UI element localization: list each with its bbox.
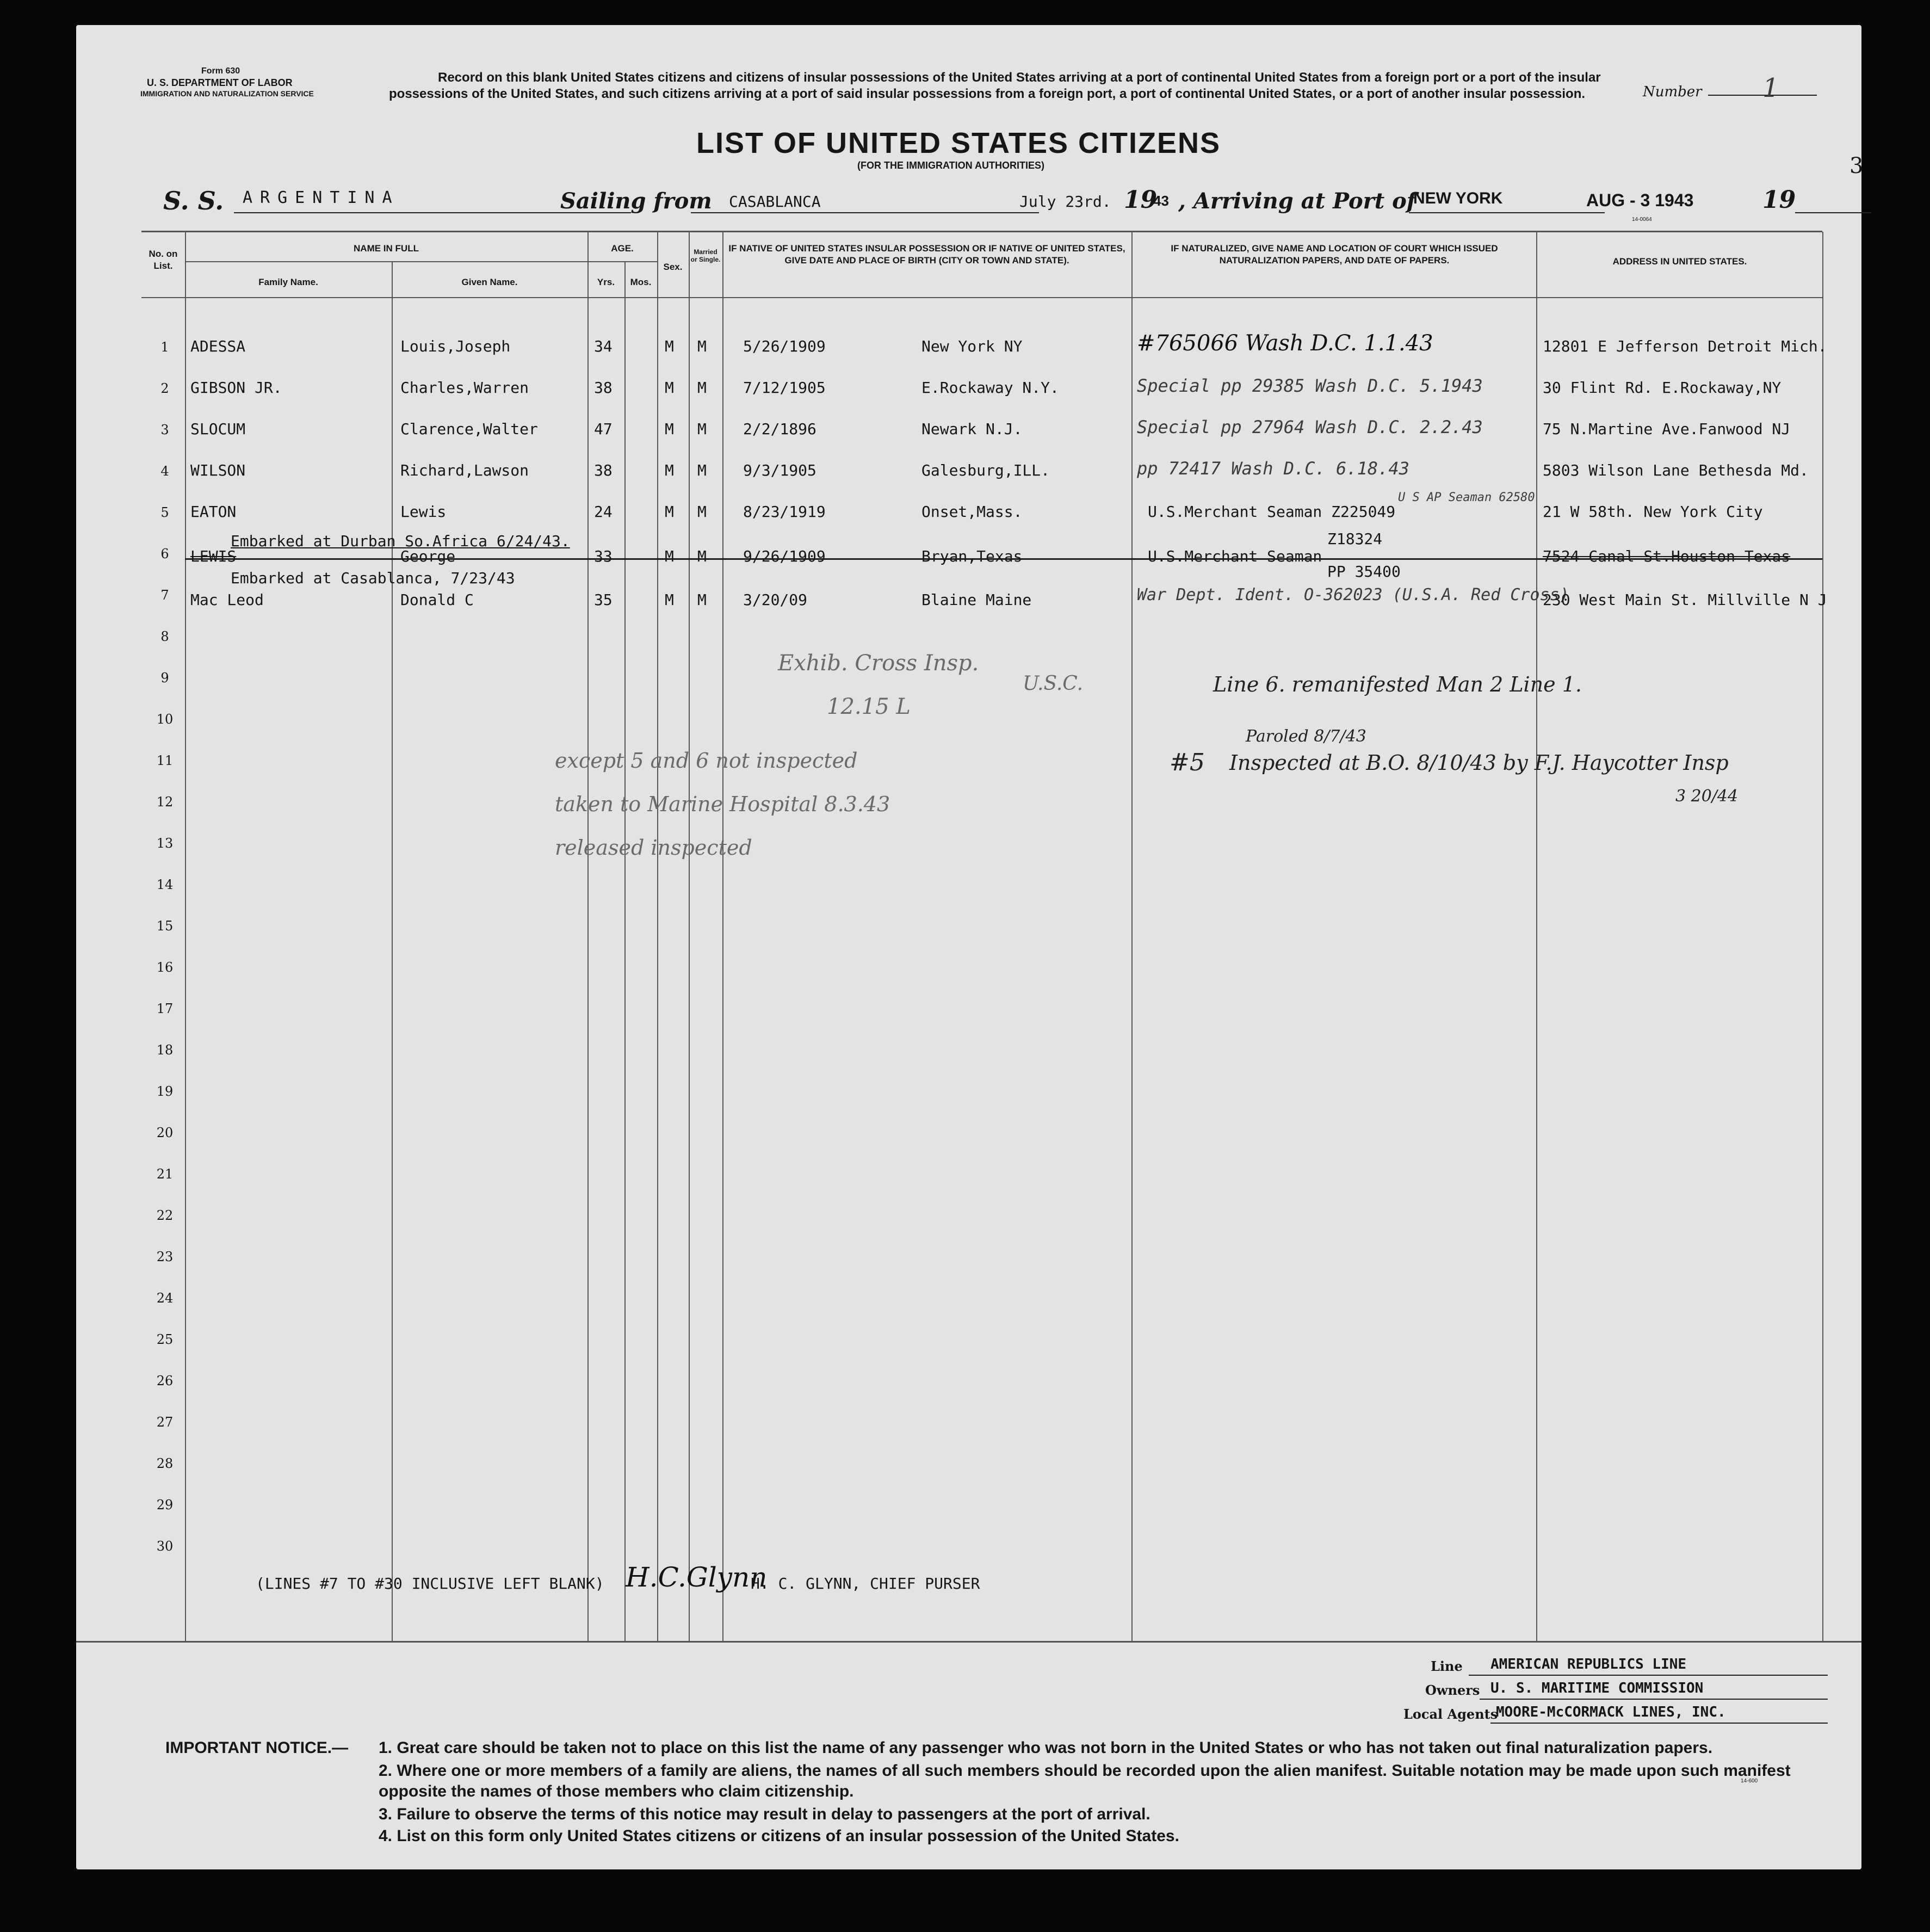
family-name: Mac Leod bbox=[190, 591, 264, 609]
given-name: Lewis bbox=[400, 503, 447, 521]
naturalization-papers: U.S.Merchant Seaman Z225049 bbox=[1148, 503, 1396, 521]
name-header-rule bbox=[185, 261, 587, 262]
row-number: 8 bbox=[160, 629, 169, 644]
notice-item: 2. Where one or more members of a family are aliens, the names of all such members should be recorded upon the alien manifest. Suitable notation may be made upon such manifest opposite the names of those members who claim citizenship. bbox=[379, 1762, 1791, 1800]
row-number: 2 bbox=[160, 381, 169, 396]
sex: M bbox=[665, 461, 674, 479]
marital-status: M bbox=[697, 503, 707, 521]
marital-status: M bbox=[697, 379, 707, 397]
family-name: GIBSON JR. bbox=[190, 379, 282, 397]
sex: M bbox=[665, 547, 674, 565]
age-years: 38 bbox=[594, 461, 613, 479]
line-value: AMERICAN REPUBLICS LINE bbox=[1490, 1656, 1687, 1672]
us-address: 21 W 58th. New York City bbox=[1543, 503, 1763, 521]
marital-status: M bbox=[697, 547, 707, 565]
header-family-name: Family Name. bbox=[258, 277, 318, 287]
handwritten-note: Exhib. Cross Insp. bbox=[778, 651, 979, 676]
header-given-name: Given Name. bbox=[461, 277, 518, 287]
row-number: 26 bbox=[156, 1373, 174, 1388]
footer-print-code: 14-600 bbox=[1741, 1778, 1758, 1784]
year-suffix: 43 bbox=[1153, 193, 1169, 209]
row-number: 20 bbox=[156, 1125, 174, 1140]
handwritten-note: 12.15 L bbox=[827, 694, 911, 719]
given-name: Clarence,Walter bbox=[400, 420, 538, 438]
owners-label: Owners bbox=[1425, 1682, 1480, 1698]
row6-strike-line bbox=[185, 558, 1822, 560]
header-birth: IF NATIVE OF UNITED STATES INSULAR POSSESSION OR IF NATIVE OF UNITED STATES, GIVE DATE AND PLACE OF BIRTH (CITY OR TOWN AND STATE). bbox=[728, 243, 1125, 266]
col-rule bbox=[624, 261, 626, 1641]
given-name: George bbox=[400, 547, 456, 565]
col-rule bbox=[722, 232, 723, 1641]
line-label: Line bbox=[1431, 1658, 1463, 1674]
age-years: 47 bbox=[594, 420, 613, 438]
col-rule bbox=[689, 232, 690, 1641]
age-years: 33 bbox=[594, 547, 613, 565]
notice-item: 4. List on this form only United States citizens or citizens of an insular possession of the United States. bbox=[379, 1827, 1179, 1845]
marital-status: M bbox=[697, 461, 707, 479]
purser-signature: H.C.Glynn bbox=[626, 1561, 768, 1593]
header-sex: Sex. bbox=[663, 262, 683, 272]
number-label: Number bbox=[1643, 84, 1702, 100]
birth-place: Galesburg,ILL. bbox=[921, 461, 1050, 479]
row-number: 3 bbox=[160, 422, 169, 437]
arrival-stamp: AUG - 3 1943 bbox=[1586, 190, 1694, 210]
given-name: Richard,Lawson bbox=[400, 461, 529, 479]
birth-date: 5/26/1909 bbox=[743, 337, 826, 355]
row-number: 16 bbox=[156, 960, 174, 975]
owners-underline bbox=[1480, 1699, 1828, 1700]
us-address: 5803 Wilson Lane Bethesda Md. bbox=[1543, 461, 1809, 479]
handwritten-note: Paroled 8/7/43 bbox=[1246, 727, 1366, 746]
page-subtitle: (FOR THE IMMIGRATION AUTHORITIES) bbox=[857, 160, 1044, 171]
manifest-page bbox=[76, 25, 1864, 1869]
notice-item: 1. Great care should be taken not to place on this list the name of any passenger who was not born in the United States or who has not taken out final naturalization papers. bbox=[379, 1739, 1713, 1757]
table-top-rule bbox=[141, 231, 1822, 232]
naturalization-papers: Special pp 27964 Wash D.C. 2.2.43 bbox=[1137, 417, 1483, 437]
row-number: 28 bbox=[156, 1456, 174, 1471]
row-number: 22 bbox=[156, 1208, 174, 1223]
family-name: EATON bbox=[190, 503, 237, 521]
row-number: 24 bbox=[156, 1291, 174, 1306]
record-instructions: Record on this blank United States citizens and citizens of insular possessions of the United States arriving at a port of continental United States from a foreign port or a port of the insular possessions of the United States, and such citizens arriving at a port of said insular possessions from a foreign port, a port of continental United States, or a port of another insular possession. bbox=[389, 70, 1601, 101]
row-number: 11 bbox=[156, 753, 174, 768]
form-number: Form 630 bbox=[201, 66, 240, 76]
ship-name: ARGENTINA bbox=[243, 188, 400, 207]
handwritten-note: U.S.C. bbox=[1023, 672, 1084, 695]
col-rule bbox=[185, 232, 186, 1641]
birth-date: 7/12/1905 bbox=[743, 379, 826, 397]
row-number: 14 bbox=[156, 877, 174, 892]
birth-date: 2/2/1896 bbox=[743, 420, 816, 438]
age-years: 35 bbox=[594, 591, 613, 609]
print-code: 14-0064 bbox=[1632, 217, 1652, 223]
row-number: 19 bbox=[156, 1084, 174, 1099]
number-value: 1 bbox=[1762, 73, 1779, 103]
naturalization-papers: #765066 Wash D.C. 1.1.43 bbox=[1137, 331, 1433, 356]
embarked-durban-note: Embarked at Durban So.Africa 6/24/43. bbox=[231, 532, 570, 550]
row-number: 12 bbox=[156, 794, 174, 810]
row-number: 5 bbox=[160, 505, 169, 520]
row-number: 1 bbox=[160, 340, 169, 355]
age-header-rule bbox=[587, 261, 657, 262]
row-number: 15 bbox=[156, 918, 174, 934]
page-title: LIST OF UNITED STATES CITIZENS bbox=[696, 127, 1221, 159]
birth-date: 9/3/1905 bbox=[743, 461, 816, 479]
year-prefix: 19 bbox=[1124, 186, 1158, 214]
handwritten-note: released inspected bbox=[555, 836, 752, 860]
col-rule bbox=[1536, 232, 1537, 1641]
naturalization-papers: War Dept. Ident. O-362023 (U.S.A. Red Cross) bbox=[1137, 585, 1569, 604]
sex: M bbox=[665, 420, 674, 438]
row-number: 18 bbox=[156, 1042, 174, 1058]
port-to: NEW YORK bbox=[1413, 189, 1503, 207]
col-rule bbox=[657, 232, 658, 1641]
given-name: Charles,Warren bbox=[400, 379, 529, 397]
header-no: No. on List. bbox=[149, 249, 178, 271]
header-married-single: Married or Single. bbox=[690, 248, 721, 263]
agents-value: MOORE-McCORMACK LINES, INC. bbox=[1496, 1704, 1726, 1720]
embarked-casablanca-note: Embarked at Casablanca, 7/23/43 bbox=[231, 569, 515, 587]
given-name: Louis,Joseph bbox=[400, 337, 511, 355]
sex: M bbox=[665, 503, 674, 521]
us-address: 7524 Canal St.Houston Texas bbox=[1543, 547, 1791, 565]
year2-underline bbox=[1795, 212, 1871, 213]
header-address: ADDRESS IN UNITED STATES. bbox=[1612, 256, 1747, 267]
birth-date: 8/23/1919 bbox=[743, 503, 826, 521]
sex: M bbox=[665, 591, 674, 609]
col-rule bbox=[1131, 232, 1133, 1641]
birth-place: New York NY bbox=[921, 337, 1023, 355]
birth-date: 3/20/09 bbox=[743, 591, 808, 609]
seaman-annotation: U S AP Seaman 62580 bbox=[1398, 491, 1535, 504]
marital-status: M bbox=[697, 591, 707, 609]
left-blank-note: (LINES #7 TO #30 INCLUSIVE LEFT BLANK) bbox=[256, 1575, 604, 1592]
row-number: 4 bbox=[160, 464, 169, 479]
age-years: 34 bbox=[594, 337, 613, 355]
birth-place: Blaine Maine bbox=[921, 591, 1032, 609]
marital-status: M bbox=[697, 420, 707, 438]
us-address: 230 West Main St. Millville N J bbox=[1543, 591, 1827, 609]
birth-place: Newark N.J. bbox=[921, 420, 1023, 438]
naturalization-papers: Special pp 29385 Wash D.C. 5.1943 bbox=[1137, 375, 1483, 396]
sex: M bbox=[665, 379, 674, 397]
row-number: 21 bbox=[156, 1166, 174, 1182]
department-name: U. S. DEPARTMENT OF LABOR bbox=[147, 77, 293, 88]
us-address: 75 N.Martine Ave.Fanwood NJ bbox=[1543, 420, 1791, 438]
handwritten-note: except 5 and 6 not inspected bbox=[555, 749, 858, 773]
row-number: 13 bbox=[156, 836, 174, 851]
naturalization-papers: U.S.Merchant Seaman bbox=[1148, 547, 1322, 565]
row-number: 6 bbox=[160, 546, 169, 561]
owners-value: U. S. MARITIME COMMISSION bbox=[1490, 1680, 1704, 1696]
row6-id-2: PP 35400 bbox=[1327, 563, 1401, 581]
sex: M bbox=[665, 337, 674, 355]
row-number: 9 bbox=[160, 670, 169, 686]
year2: 19 bbox=[1762, 186, 1796, 214]
row-number: 17 bbox=[156, 1001, 174, 1016]
handwritten-note: 3 20/44 bbox=[1675, 787, 1739, 806]
col-rule bbox=[1822, 232, 1823, 1641]
handwritten-note: taken to Marine Hospital 8.3.43 bbox=[555, 792, 890, 816]
handwritten-note: Inspected at B.O. 8/10/43 by F.J. Haycotter Insp bbox=[1229, 751, 1729, 775]
header-age: AGE. bbox=[611, 243, 634, 254]
birth-place: E.Rockaway N.Y. bbox=[921, 379, 1059, 397]
given-name: Donald C bbox=[400, 591, 474, 609]
arriving-label: , Arriving at Port of bbox=[1178, 188, 1416, 214]
port-from-underline bbox=[691, 212, 1039, 213]
row6-id-1: Z18324 bbox=[1327, 530, 1383, 548]
header-bottom-rule bbox=[141, 297, 1822, 298]
col-rule bbox=[392, 261, 393, 1641]
row-number: 23 bbox=[156, 1249, 174, 1264]
col-rule bbox=[587, 232, 589, 1641]
row-number: 25 bbox=[156, 1332, 174, 1347]
notice-item: 3. Failure to observe the terms of this notice may result in delay to passengers at the port of arrival. bbox=[379, 1805, 1150, 1823]
notice-label: IMPORTANT NOTICE.— bbox=[165, 1739, 349, 1757]
agents-label: Local Agents bbox=[1403, 1706, 1498, 1722]
handwritten-note: #5 bbox=[1170, 749, 1205, 776]
family-name: LEWIS bbox=[190, 547, 237, 565]
port-from: CASABLANCA bbox=[729, 193, 821, 211]
us-address: 12801 E Jefferson Detroit Mich. bbox=[1543, 337, 1827, 355]
header-naturalized: IF NATURALIZED, GIVE NAME AND LOCATION OF COURT WHICH ISSUED NATURALIZATION PAPERS, AND DATE OF PAPERS. bbox=[1171, 243, 1498, 266]
family-name: ADESSA bbox=[190, 337, 246, 355]
naturalization-papers: pp 72417 Wash D.C. 6.18.43 bbox=[1137, 458, 1409, 479]
family-name: SLOCUM bbox=[190, 420, 246, 438]
header-yrs: Yrs. bbox=[597, 277, 615, 287]
age-years: 24 bbox=[594, 503, 613, 521]
row-number: 27 bbox=[156, 1415, 174, 1430]
us-address: 30 Flint Rd. E.Rockaway,NY bbox=[1543, 379, 1781, 397]
page-mark: 3 bbox=[1849, 153, 1864, 178]
birth-date: 9/26/1909 bbox=[743, 547, 826, 565]
agents-underline bbox=[1490, 1723, 1828, 1724]
birth-place: Bryan,Texas bbox=[921, 547, 1023, 565]
table-bottom-rule bbox=[76, 1641, 1861, 1643]
row-number: 10 bbox=[156, 712, 174, 727]
purser-name: H. C. GLYNN, CHIEF PURSER bbox=[751, 1575, 980, 1592]
row-number: 29 bbox=[156, 1497, 174, 1513]
family-name: WILSON bbox=[190, 461, 246, 479]
handwritten-note: Line 6. remanifested Man 2 Line 1. bbox=[1213, 672, 1582, 696]
ss-label: S. S. bbox=[163, 186, 224, 215]
sailing-date: July 23rd. bbox=[1019, 193, 1111, 211]
sailing-label: Sailing from bbox=[560, 188, 712, 214]
line-underline bbox=[1469, 1675, 1828, 1676]
birth-place: Onset,Mass. bbox=[921, 503, 1023, 521]
header-mos: Mos. bbox=[630, 277, 652, 287]
row-number: 7 bbox=[160, 588, 169, 603]
row-number: 30 bbox=[156, 1539, 174, 1554]
header-name-in-full: NAME IN FULL bbox=[354, 243, 419, 254]
age-years: 38 bbox=[594, 379, 613, 397]
port-to-underline bbox=[1409, 212, 1605, 213]
marital-status: M bbox=[697, 337, 707, 355]
service-name: IMMIGRATION AND NATURALIZATION SERVICE bbox=[140, 89, 314, 98]
